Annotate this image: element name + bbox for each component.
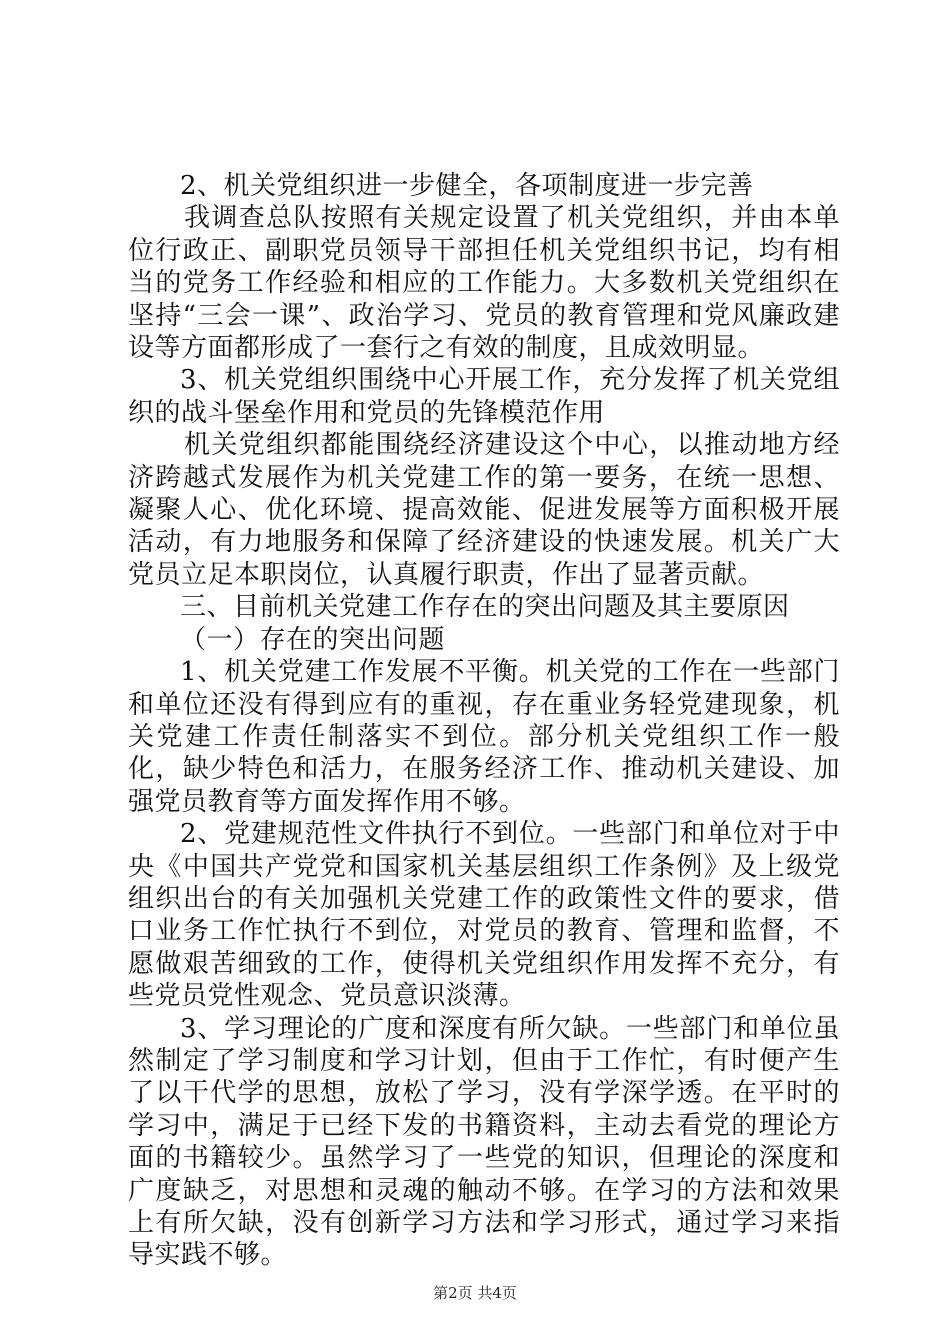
problem-item-1: 1、机关党建工作发展不平衡。机关党的工作在一些部门和单位还没有得到应有的重视，存在重业务轻党建现象，机关党建工作责任制落实不到位。部分机关党组织工作一般化，缺少特色和活力，在服务经济工作、推动机关建设、加强党员教育等方面发挥作用不够。 — [128, 657, 840, 817]
problem-item-3: 3、学习理论的广度和深度有所欠缺。一些部门和单位虽然制定了学习制度和学习计划，但由于工作忙，有时便产生了以干代学的思想，放松了学习，没有学深学透。在平时的学习中，满足于已经下发的书籍资料，主动去看党的理论方面的书籍较少。虽然学习了一些党的知识，但理论的深度和广度缺乏，对思想和灵魂的触动不够。在学习的方法和效果上有所欠缺，没有创新学习方法和学习形式，通过学习来指导实践不够。 — [128, 1013, 840, 1271]
heading-item-3: 3、机关党组织围绕中心开展工作，充分发挥了机关党组织的战斗堡垒作用和党员的先锋模范作用 — [128, 365, 840, 428]
document-body — [128, 170, 840, 1272]
paragraph-economic-center: 机关党组织都能围绕经济建设这个中心，以推动地方经济跨越式发展作为机关党建工作的第一要务，在统一思想、凝聚人心、优化环境、提高效能、促进发展等方面积极开展活动，有力地服务和保障了经济建设的快速发展。机关广大党员立足本职岗位，认真履行职责，作出了显著贡献。 — [128, 430, 840, 590]
page-number-footer: 第2页 共4页 — [433, 1284, 517, 1302]
heading-item-2: 2、机关党组织进一步健全，各项制度进一步完善 — [180, 171, 754, 201]
section-heading-3: 三、目前机关党建工作存在的突出问题及其主要原因 — [180, 592, 790, 623]
paragraph-party-organization: 我调查总队按照有关规定设置了机关党组织，并由本单位行政正、副职党员领导干部担任机关党组织书记，均有相当的党务工作经验和相应的工作能力。大多数机关党组织在坚持“三会一课”、政治学习、党员的教育管理和党风廉政建设等方面都形成了一套行之有效的制度，且成效明显。 — [128, 203, 840, 364]
problem-item-2: 2、党建规范性文件执行不到位。一些部门和单位对于中央《中国共产党党和国家机关基层组织工作条例》及上级党组织出台的有关加强机关党建工作的政策性文件的要求，借口业务工作忙执行不到位，对党员的教育、管理和监督，不愿做艰苦细致的工作，使得机关党组织作用发挥不充分，有些党员党性观念、党员意识淡薄。 — [128, 819, 840, 1012]
subsection-heading-1: （一）存在的突出问题 — [180, 624, 446, 655]
